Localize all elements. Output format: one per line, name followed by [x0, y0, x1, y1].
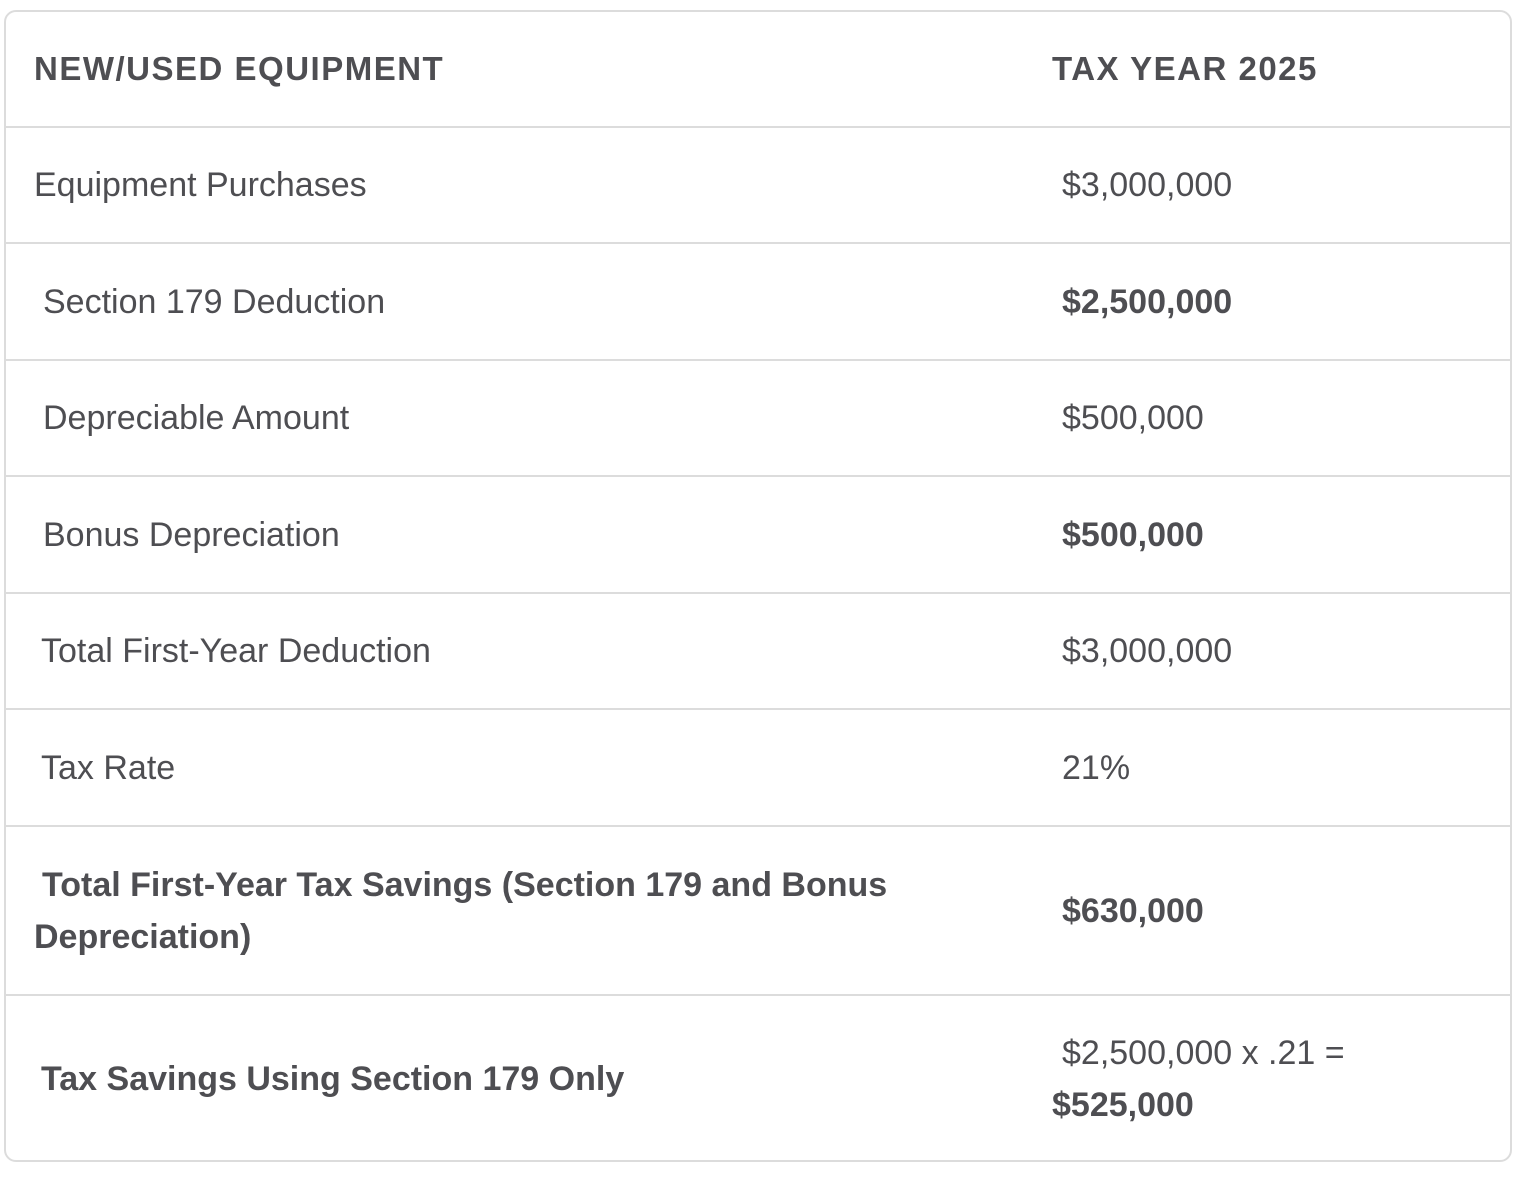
row-label: Total First-Year Deduction: [41, 632, 431, 670]
column-header-equipment: NEW/USED EQUIPMENT: [34, 50, 445, 87]
table-header-row: [6, 12, 1510, 128]
row-value: $2,500,000: [1062, 282, 1233, 321]
tax-savings-table: [4, 10, 1512, 1162]
formula-result: $525,000: [1052, 1086, 1194, 1124]
row-value: $500,000: [1062, 515, 1204, 554]
table-row: [6, 710, 1510, 827]
row-value-formula: [1024, 1027, 1510, 1131]
row-value: $630,000: [1062, 891, 1204, 930]
row-label: Section 179 Deduction: [43, 282, 386, 321]
table-row: [6, 477, 1510, 594]
row-label: Bonus Depreciation: [43, 515, 340, 554]
row-value: $3,000,000: [1062, 632, 1233, 670]
row-value: 21%: [1062, 748, 1131, 787]
row-value: $500,000: [1062, 399, 1204, 437]
table-row: [6, 827, 1510, 996]
row-label: Total First-Year Tax Savings (Section 179 and Bonus Depreciation): [34, 865, 888, 956]
row-label: Depreciable Amount: [43, 399, 350, 437]
table-row: [6, 996, 1510, 1162]
row-label: Tax Rate: [41, 748, 176, 787]
column-header-tax-year: TAX YEAR 2025: [1052, 50, 1318, 87]
table-row: [6, 594, 1510, 710]
formula-text: $2,500,000 x .21 =: [1062, 1034, 1345, 1072]
row-label: Equipment Purchases: [34, 166, 367, 204]
row-value: $3,000,000: [1062, 166, 1233, 204]
table-row: [6, 128, 1510, 244]
table-row: [6, 361, 1510, 477]
table-row: [6, 244, 1510, 361]
row-label: Tax Savings Using Section 179 Only: [41, 1060, 625, 1098]
